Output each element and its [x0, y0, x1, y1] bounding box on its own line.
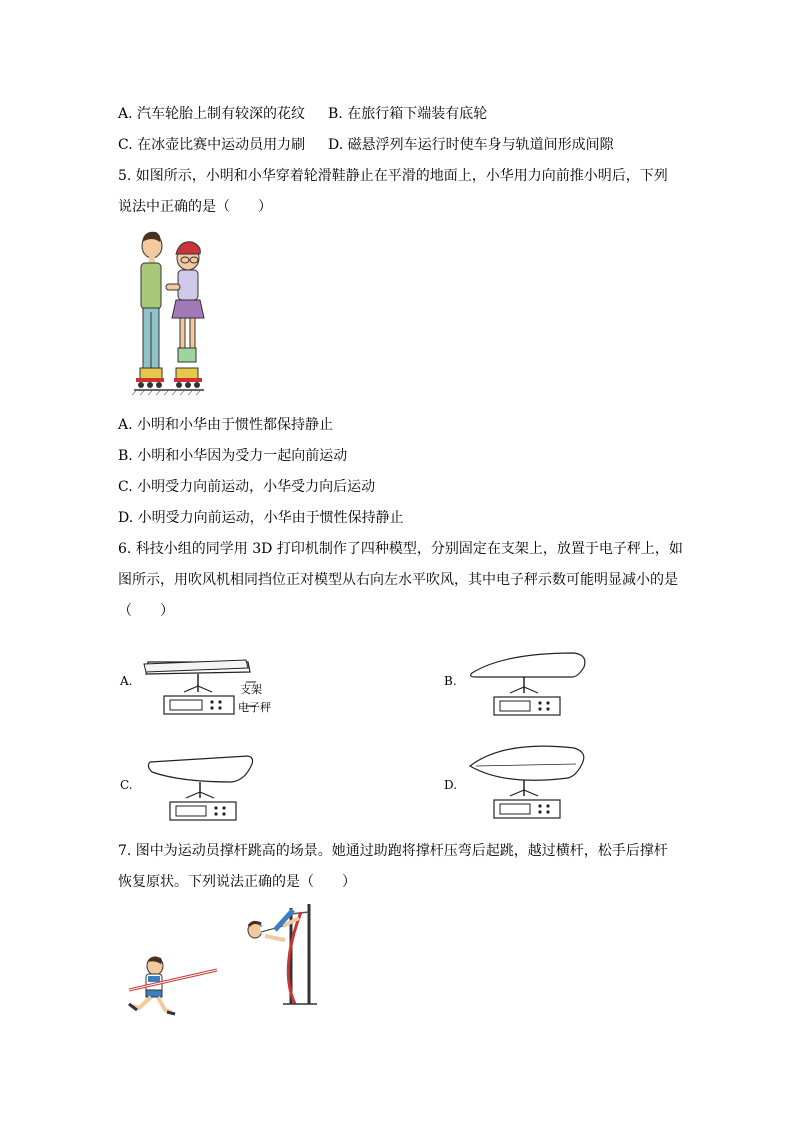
q5-stem-line1: 5. 如图所示，小明和小华穿着轮滑鞋静止在平滑的地面上，小华用力向前推小明后，下列 [118, 168, 668, 184]
q5-option-c: C. 小明受力向前运动，小华受力向后运动 [118, 479, 376, 495]
q7-stem-line1: 7. 图中为运动员撑杆跳高的场景。她通过助跑将撑杆压弯后起跳，越过横杆，松手后撑杆 [118, 843, 668, 859]
boy-figure [136, 232, 164, 388]
q4-option-a: A. 汽车轮胎上制有较深的花纹 [118, 106, 306, 122]
q5-stem-line2: 说法中正确的是（ ） [118, 199, 272, 215]
girl-figure [166, 242, 204, 388]
q6-label-c: C. [120, 778, 133, 792]
q4-option-d: D. 磁悬浮列车运行时使车身与轨道间形成间隙 [328, 137, 614, 153]
q6-label-d: D. [444, 778, 458, 792]
scale-label: 电子秤 [238, 701, 271, 714]
support-label: 支架 [240, 683, 262, 696]
vaulting-athlete [248, 904, 317, 1004]
q4-option-c: C. 在冰壶比赛中运动员用力刷 [118, 137, 306, 153]
model-c-airfoil-bottom-curved [140, 748, 270, 823]
pole-vault-figure [115, 900, 330, 1020]
q7-stem-line2: 恢复原状。下列说法正确的是（ ） [118, 874, 356, 890]
model-b-airfoil-top-curved [464, 645, 594, 720]
q6-stem-line3: （ ） [118, 603, 174, 619]
q5-option-a: A. 小明和小华由于惯性都保持静止 [118, 417, 334, 433]
q5-option-b: B. 小明和小华因为受力一起向前运动 [118, 448, 348, 464]
q5-option-d: D. 小明受力向前运动，小华由于惯性保持静止 [118, 510, 404, 526]
q6-stem-line2: 图所示，用吹风机相同挡位正对模型从右向左水平吹风，其中电子秤示数可能明显减小的是 [118, 572, 678, 588]
q4-option-b: B. 在旅行箱下端装有底轮 [328, 106, 488, 122]
running-athlete [129, 957, 217, 1014]
model-d-symmetric-airfoil [464, 738, 594, 823]
roller-skaters-figure [130, 228, 220, 396]
q6-stem-line1: 6. 科技小组的同学用 3D 打印机制作了四种模型，分别固定在支架上，放置于电子秤上，如 [118, 541, 683, 557]
q6-label-a: A. [120, 674, 133, 688]
q6-label-b: B. [444, 674, 457, 688]
